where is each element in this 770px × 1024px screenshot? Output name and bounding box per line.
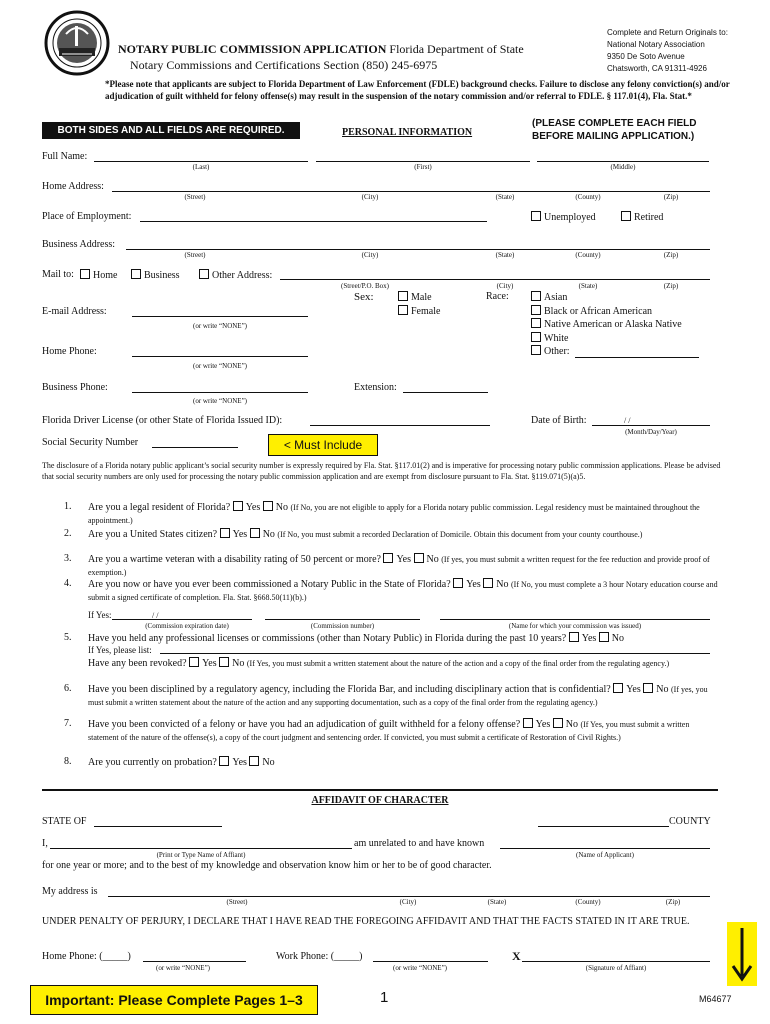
- caption-applicant-name: (Name of Applicant): [576, 851, 634, 859]
- race-options: [531, 291, 682, 359]
- down-arrow-callout: [727, 922, 757, 986]
- female-option[interactable]: Female: [398, 305, 440, 317]
- signature-x-mark: X: [512, 949, 521, 963]
- unemployed-option[interactable]: Unemployed: [531, 211, 596, 223]
- male-option[interactable]: Male: [398, 291, 432, 303]
- down-arrow-icon: [727, 922, 757, 986]
- extension-label: Extension:: [354, 382, 397, 393]
- required-banner: BOTH SIDES AND ALL FIELDS ARE REQUIRED.: [42, 122, 300, 139]
- middle-name-field[interactable]: [537, 161, 709, 162]
- my-address-label: My address is: [42, 886, 98, 897]
- caption-affiant-name: (Print or Type Name of Affiant): [156, 851, 246, 859]
- driver-license-label: Florida Driver License (or other State of Florida Issued ID):: [42, 415, 283, 426]
- email-label: E-mail Address:: [42, 306, 107, 317]
- caption-city: (City): [361, 193, 379, 201]
- fdle-notice: *Please note that applicants are subject to Florida Department of Law Enforcement (FDLE) background checks. Failure to disclose any felony conviction(s) and/or adjudication of guilt withheld for felony offense(s) may result in the suspension of the notary commission and/or referral to FDLE. § 117.01(4), Fla. Stat.*: [105, 79, 730, 101]
- race-checkbox[interactable]: [531, 345, 541, 355]
- no-checkbox[interactable]: [414, 553, 424, 563]
- affiant-work-phone-field[interactable]: [373, 961, 488, 962]
- caption-middle: (Middle): [610, 163, 636, 171]
- mail-home-checkbox[interactable]: [80, 269, 90, 279]
- mail-business-option[interactable]: Business: [131, 269, 180, 281]
- caption-commission-number: (Commission number): [310, 622, 375, 630]
- page-number: 1: [380, 989, 389, 1006]
- no-checkbox[interactable]: [249, 756, 259, 766]
- caption-city: (City): [496, 282, 514, 290]
- yes-checkbox[interactable]: [383, 553, 393, 563]
- caption-last: (Last): [192, 163, 210, 171]
- affidavit-title: AFFIDAVIT OF CHARACTER: [311, 795, 449, 806]
- important-notice: Important: Please Complete Pages 1–3: [30, 985, 318, 1015]
- race-option[interactable]: Black or African American: [531, 305, 682, 319]
- if-yes-label: If Yes:: [88, 610, 112, 620]
- caption-or-none: (or write “NONE”): [192, 322, 248, 330]
- caption-zip: (Zip): [663, 193, 679, 201]
- question-5-revoked: Have any been revoked? Yes No (If Yes, you must submit a written statement about the nature of the action and a copy of the final order from the regulating agency.): [88, 658, 670, 669]
- licenses-list-label: If Yes, please list:: [88, 645, 152, 655]
- dob-format-caption: (Month/Day/Year): [625, 428, 677, 436]
- race-label: Race:: [486, 291, 509, 302]
- date-separators: / /: [152, 611, 159, 620]
- mail-other-checkbox[interactable]: [199, 269, 209, 279]
- sex-label: Sex:: [354, 291, 374, 303]
- home-address-field[interactable]: [112, 191, 710, 192]
- caption-state: (State): [495, 251, 515, 259]
- caption-or-none: (or write “NONE”): [192, 397, 248, 405]
- caption-city: (City): [399, 898, 417, 906]
- caption-signature: (Signature of Affiant): [585, 964, 647, 972]
- last-name-field[interactable]: [94, 161, 308, 162]
- caption-or-none: (or write “NONE”): [155, 964, 211, 972]
- home-phone-label: Home Phone:: [42, 346, 97, 357]
- county-label: COUNTY: [669, 816, 711, 827]
- mail-other-option[interactable]: Other Address:: [199, 269, 272, 281]
- race-option[interactable]: Asian: [531, 291, 682, 305]
- no-checkbox[interactable]: [250, 528, 260, 538]
- full-name-label: Full Name:: [42, 151, 88, 162]
- caption-county: (County): [575, 898, 601, 906]
- caption-or-none: (or write “NONE”): [392, 964, 448, 972]
- no-checkbox[interactable]: [263, 501, 273, 511]
- caption-city: (City): [361, 251, 379, 259]
- mail-business-checkbox[interactable]: [131, 269, 141, 279]
- race-other-field[interactable]: [575, 357, 699, 358]
- caption-street: (Street): [184, 251, 206, 259]
- yes-checkbox[interactable]: [453, 578, 463, 588]
- race-checkbox[interactable]: [531, 332, 541, 342]
- home-address-label: Home Address:: [42, 181, 104, 192]
- caption-first: (First): [414, 163, 432, 171]
- caption-or-none: (or write “NONE”): [192, 362, 248, 370]
- yes-checkbox[interactable]: [523, 718, 533, 728]
- driver-license-field[interactable]: [310, 425, 490, 426]
- form-id: M64677: [699, 994, 732, 1004]
- affiant-name-field[interactable]: [50, 848, 352, 849]
- caption-zip: (Zip): [665, 898, 681, 906]
- state-of-field[interactable]: [94, 826, 222, 827]
- mail-to-label: Mail to:: [42, 269, 74, 280]
- no-checkbox[interactable]: [553, 718, 563, 728]
- affiant-address-field[interactable]: [108, 896, 710, 897]
- unemployed-checkbox[interactable]: [531, 211, 541, 221]
- home-phone-field[interactable]: [132, 356, 308, 357]
- caption-street-po: (Street/P.O. Box): [340, 282, 390, 290]
- perjury-statement: UNDER PENALTY OF PERJURY, I DECLARE THAT I HAVE READ THE FOREGOING AFFIDAVIT AND THAT THE FACTS STATED IN IT ARE TRUE.: [42, 916, 690, 927]
- i-label: I,: [42, 838, 48, 849]
- yes-checkbox[interactable]: [613, 683, 623, 693]
- must-include-callout: < Must Include: [268, 434, 378, 456]
- commission-name-field[interactable]: [440, 619, 710, 620]
- licenses-list-field[interactable]: [160, 653, 710, 654]
- race-checkbox[interactable]: [531, 291, 541, 301]
- signature-field[interactable]: [522, 961, 710, 962]
- commission-expiration-field[interactable]: [112, 619, 252, 620]
- business-phone-field[interactable]: [132, 392, 308, 393]
- affiant-home-phone-label: Home Phone: (_____): [42, 951, 131, 962]
- business-address-label: Business Address:: [42, 239, 116, 250]
- business-phone-label: Business Phone:: [42, 382, 108, 393]
- florida-seal-icon: [44, 10, 110, 76]
- applicant-name-field[interactable]: [500, 848, 710, 849]
- affidavit-divider: [42, 789, 718, 791]
- dob-label: Date of Birth:: [531, 415, 587, 426]
- caption-state: (State): [487, 898, 507, 906]
- county-field[interactable]: [538, 826, 669, 827]
- extension-field[interactable]: [403, 392, 488, 393]
- caption-zip: (Zip): [663, 282, 679, 290]
- caption-street: (Street): [226, 898, 248, 906]
- form-title: NOTARY PUBLIC COMMISSION APPLICATION: [118, 42, 387, 56]
- race-option[interactable]: Other:: [531, 345, 682, 359]
- caption-commission-expiration: (Commission expiration date): [145, 622, 229, 630]
- caption-street: (Street): [184, 193, 206, 201]
- no-checkbox[interactable]: [599, 632, 609, 642]
- female-checkbox[interactable]: [398, 305, 408, 315]
- caption-state: (State): [578, 282, 598, 290]
- no-checkbox[interactable]: [643, 683, 653, 693]
- caption-state: (State): [495, 193, 515, 201]
- form-subtitle: Notary Commissions and Certifications Section (850) 245-6975: [130, 58, 438, 72]
- mail-home-option[interactable]: Home: [80, 269, 117, 281]
- complete-note: (PLEASE COMPLETE EACH FIELD BEFORE MAILING APPLICATION.): [532, 118, 697, 142]
- commission-number-field[interactable]: [265, 619, 420, 620]
- form-dept: Florida Department of State: [389, 42, 524, 56]
- caption-zip: (Zip): [663, 251, 679, 259]
- male-checkbox[interactable]: [398, 291, 408, 301]
- dob-field[interactable]: [592, 425, 710, 426]
- affiant-home-phone-field[interactable]: [143, 961, 246, 962]
- email-field[interactable]: [132, 316, 308, 317]
- race-checkbox[interactable]: [531, 318, 541, 328]
- yes-checkbox[interactable]: [219, 756, 229, 766]
- no-checkbox[interactable]: [219, 657, 229, 667]
- yes-checkbox[interactable]: [233, 501, 243, 511]
- ssn-disclosure: The disclosure of a Florida notary public applicant’s social security number is expressly required by Fla. Stat. §117.01(2) and is imperative for processing notary public commission applications. Please be advised that social security numbers are only used for processing the notary public commission application and are exempt from disclosure pursuant to Fla. Stat. §119.071(5)(a)5.: [42, 461, 721, 481]
- ssn-label: Social Security Number: [42, 437, 139, 448]
- form-title-line: [118, 42, 524, 57]
- yes-checkbox[interactable]: [189, 657, 199, 667]
- unrelated-text: am unrelated to and have known: [354, 838, 485, 849]
- dob-separators: / /: [624, 416, 631, 425]
- one-year-text: for one year or more; and to the best of my knowledge and observation know him or her to be of good character.: [42, 860, 492, 871]
- yes-checkbox[interactable]: [569, 632, 579, 642]
- retired-option[interactable]: Retired: [621, 211, 663, 223]
- business-address-field[interactable]: [126, 249, 710, 250]
- state-of-label: STATE OF: [42, 816, 87, 827]
- return-address: Complete and Return Originals to: National Notary Association 9350 De Soto Avenue Chatsworth, CA 91311-4926: [607, 28, 728, 73]
- race-option[interactable]: Native American or Alaska Native: [531, 318, 682, 332]
- employment-label: Place of Employment:: [42, 211, 132, 222]
- race-checkbox[interactable]: [531, 305, 541, 315]
- personal-info-heading: PERSONAL INFORMATION: [342, 127, 473, 138]
- no-checkbox[interactable]: [483, 578, 493, 588]
- caption-commission-name: (Name for which your commission was issued): [508, 622, 642, 630]
- ssn-field[interactable]: [152, 447, 238, 448]
- other-address-field[interactable]: [280, 279, 710, 280]
- race-option[interactable]: White: [531, 332, 682, 346]
- affiant-work-phone-label: Work Phone: (_____): [276, 951, 363, 962]
- employment-field[interactable]: [140, 221, 487, 222]
- first-name-field[interactable]: [316, 161, 530, 162]
- retired-checkbox[interactable]: [621, 211, 631, 221]
- caption-county: (County): [575, 193, 601, 201]
- yes-checkbox[interactable]: [220, 528, 230, 538]
- caption-county: (County): [575, 251, 601, 259]
